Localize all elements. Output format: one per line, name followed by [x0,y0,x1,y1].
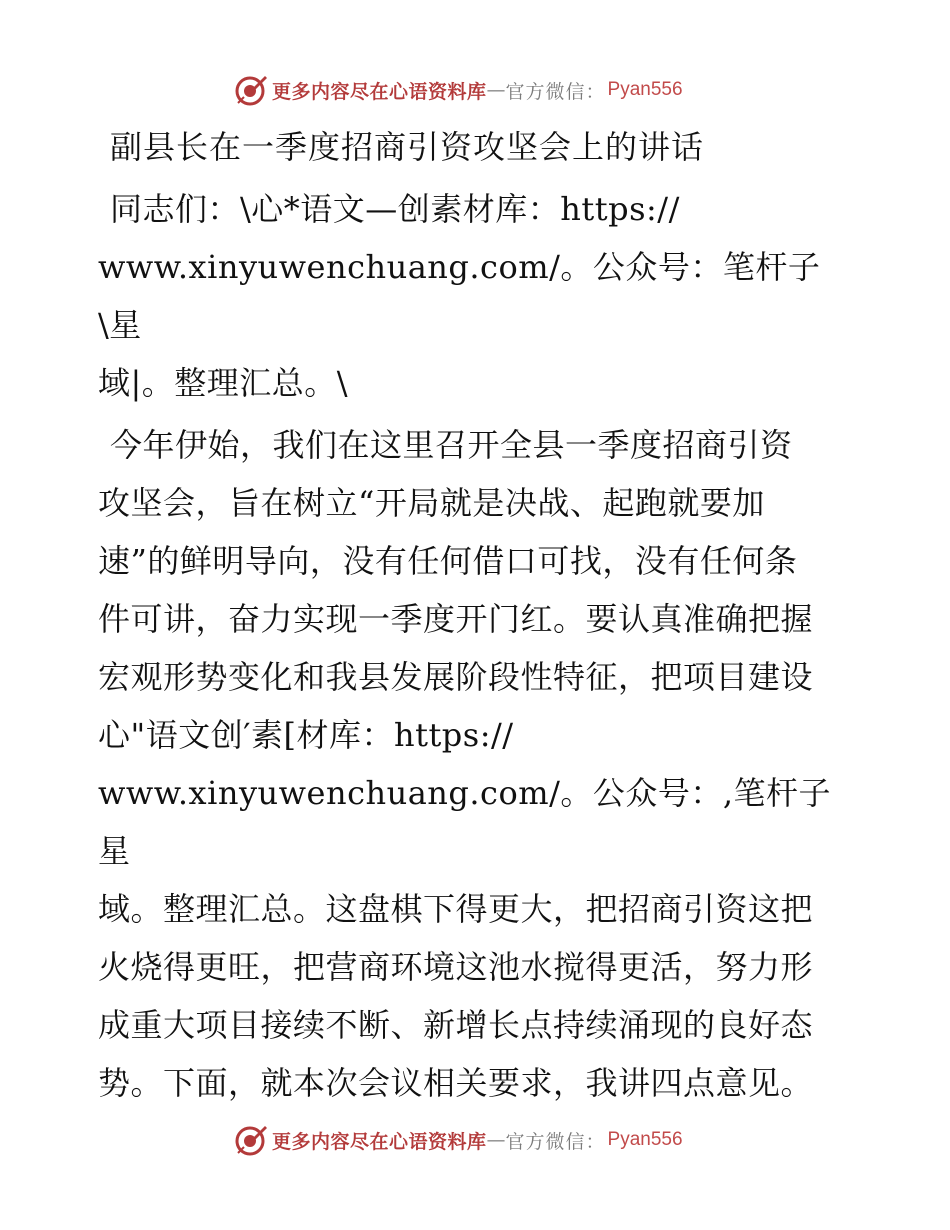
text-line: www.xinyuwenchuang.com/。公众号：笔杆子\星 [98,248,821,344]
footer-banner-text: 更多内容尽在心语资料库 [272,1130,487,1153]
text-line: 宏观形势变化和我县发展阶段性特征，把项目建设 [98,658,814,696]
text-line: 域。整理汇总。这盘棋下得更大，把招商引资这把 [98,890,814,928]
header-wechat-label: 官方微信： [505,80,606,103]
text-line: 攻坚会，旨在树立“开局就是决战、起跑就要加 [98,484,765,522]
text-line: 今年伊始，我们在这里召开全县一季度招商引资 [110,426,793,464]
text-line: 件可讲，奋力实现一季度开门红。要认真准确把握 [98,600,814,638]
pen-logo-icon [234,1123,268,1157]
document-body [98,118,858,1112]
text-line: www.xinyuwenchuang.com/。公众号：,笔杆子星 [98,774,832,870]
header-wechat-id: Pyan556 [607,79,683,100]
text-line: 心"语文创′素[材库：https:// [98,716,514,754]
footer-banner-dash: — [486,1129,506,1151]
text-line: 成重大项目接续不断、新增长点持续涌现的良好态 [98,1006,814,1044]
footer-banner [234,1120,683,1160]
header-banner-dash: — [486,79,506,101]
document-title: 副县长在一季度招商引资攻坚会上的讲话 [110,128,705,166]
header-banner [234,70,683,110]
footer-wechat-id: Pyan556 [607,1129,683,1150]
text-line: 域|。整理汇总。\ [98,364,349,402]
header-banner-text: 更多内容尽在心语资料库 [272,80,487,103]
pen-logo-icon [234,73,268,107]
text-line: 火烧得更旺，把营商环境这池水搅得更活，努力形 [98,948,814,986]
text-line: 同志们：\心*语文—创素材库：https:// [110,190,680,228]
text-line: 势。下面，就本次会议相关要求，我讲四点意见。 [98,1064,814,1102]
text-line: 速”的鲜明导向，没有任何借口可找，没有任何条 [98,542,798,580]
footer-wechat-label: 官方微信： [505,1130,606,1153]
